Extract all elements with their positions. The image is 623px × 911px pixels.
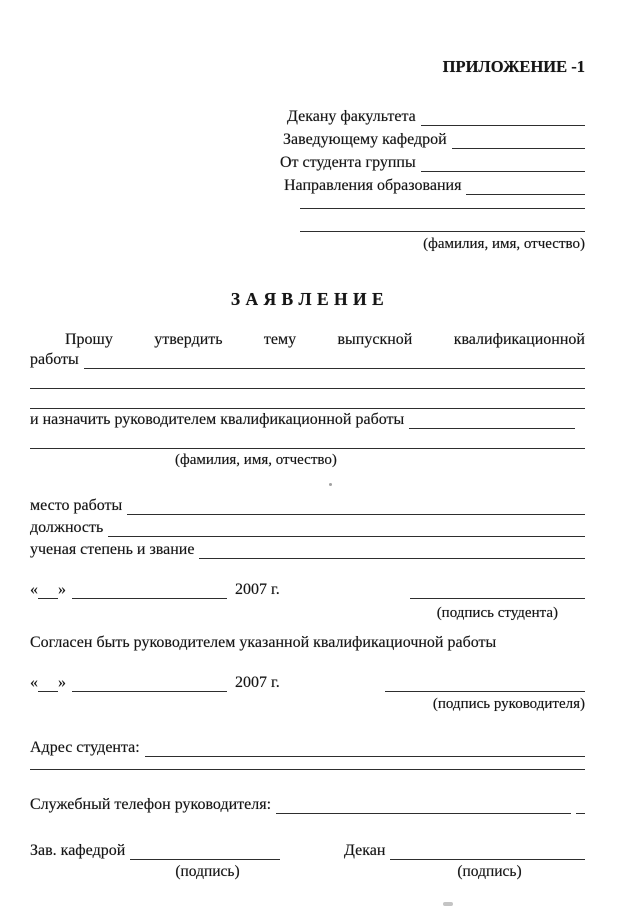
student-address-blank-line-2 [30, 769, 585, 770]
student-name-blank-row-2 [280, 209, 585, 232]
dean-signature-caption: (подпись) [457, 863, 522, 880]
student-address-blank-row [30, 757, 585, 770]
student-group-blank-line [421, 171, 585, 172]
addressee-row-student-group [280, 149, 585, 172]
month-blank-line [72, 598, 227, 599]
supervisor-full-name-caption: (фамилия, имя, отчество) [175, 452, 337, 468]
dept-head-sign-row [30, 842, 280, 860]
student-name-blank-line-1 [300, 208, 585, 209]
supervisor-phone-blank-line [276, 813, 571, 814]
student-signature-line [410, 598, 585, 599]
day-blank-line [38, 598, 58, 599]
addressee-row-dean [280, 103, 585, 126]
dean-sign-row [344, 842, 585, 860]
student-signature-caption: (подпись студента) [436, 605, 558, 621]
student-address-blank-line [145, 756, 585, 757]
supervisor-phone-label: Служебный телефон руководителя: [30, 796, 272, 813]
request-word-2: утвердить [154, 331, 223, 348]
assign-supervisor-label: и назначить руководителем квалификационной работы [30, 411, 405, 428]
supervisor-info-block [30, 493, 585, 559]
thesis-topic-blank-line-2 [30, 408, 585, 409]
addressee-row-education-direction [280, 172, 585, 195]
workplace-label: место работы [30, 497, 123, 514]
supervisor-consent-text: Согласен быть руководителем указанной квалификациочной работы [30, 634, 497, 651]
close-quote: » [58, 581, 66, 598]
education-direction-blank-line [466, 194, 585, 195]
dept-head-signature-line [130, 859, 280, 860]
scan-speck [329, 483, 332, 486]
dean-signoff-label: Декан [344, 842, 386, 859]
workplace-blank-line [127, 514, 585, 515]
appendix-header: ПРИЛОЖЕНИЕ -1 [442, 57, 585, 76]
thesis-topic-blank-line [84, 368, 585, 369]
supervisor-name-blank-row [30, 429, 585, 449]
addressee-block [280, 103, 585, 254]
supervisor-name-blank-line [30, 448, 585, 449]
supervisor-phone-row [30, 794, 585, 814]
request-word-3: тему [263, 331, 297, 348]
thesis-topic-label: работы [30, 351, 79, 368]
student-address-label: Адрес студента: [30, 739, 140, 756]
supervisor-phone-line-fragment [576, 813, 585, 814]
signoff-row [30, 842, 585, 881]
dean-signature-line [390, 859, 585, 860]
student-date-row [30, 581, 585, 599]
degree-blank-line [199, 558, 585, 559]
student-name-blank-row-1 [280, 195, 585, 209]
dean-of-faculty-label: Декану факультета [287, 108, 416, 125]
request-word-4: выпускной [337, 331, 413, 348]
thesis-topic-blank-row-2 [30, 389, 585, 409]
request-intro-line [30, 331, 585, 349]
close-quote: » [58, 674, 66, 691]
month-blank-line [72, 691, 227, 692]
thesis-topic-blank-line-1 [30, 388, 585, 389]
dean-of-faculty-blank-line [421, 125, 585, 126]
supervisor-signature-caption: (подпись руководителя) [432, 696, 585, 712]
dept-head-label: Заведующему кафедрой [283, 131, 447, 148]
full-name-caption: (фамилия, имя, отчество) [423, 236, 585, 252]
degree-label: ученая степень и звание [30, 541, 195, 558]
assign-supervisor-blank-line [409, 428, 575, 429]
student-address-row [30, 737, 585, 757]
assign-supervisor-row [30, 409, 585, 429]
supervisor-date-row [30, 674, 585, 692]
degree-row [30, 537, 585, 559]
education-direction-label: Направления образования [284, 177, 462, 194]
workplace-row [30, 493, 585, 515]
scan-speck [443, 902, 453, 906]
position-row [30, 515, 585, 537]
year-label: 2007 г. [235, 674, 280, 691]
day-blank-line [38, 691, 58, 692]
thesis-topic-row [30, 349, 585, 369]
position-blank-line [108, 536, 585, 537]
thesis-topic-blank-row-1 [30, 369, 585, 389]
dean-signoff [344, 842, 585, 881]
dept-head-signoff-label: Зав. кафедрой [30, 842, 126, 859]
student-name-blank-line-2 [300, 231, 585, 232]
open-quote: « [30, 581, 38, 598]
document-title: З А Я В Л Е Н И Е [230, 289, 385, 309]
dept-head-blank-line [452, 148, 585, 149]
dept-head-signature-caption: (подпись) [175, 863, 240, 880]
request-word-5: квалификационной [453, 331, 585, 348]
position-label: должность [30, 519, 104, 536]
open-quote: « [30, 674, 38, 691]
request-paragraph [30, 331, 585, 469]
year-label: 2007 г. [235, 581, 280, 598]
addressee-row-dept-head [280, 126, 585, 149]
dept-head-signoff [30, 842, 280, 881]
request-word-1: Прошу [65, 331, 113, 348]
student-group-label: От студента группы [280, 154, 416, 171]
supervisor-signature-line [385, 691, 585, 692]
